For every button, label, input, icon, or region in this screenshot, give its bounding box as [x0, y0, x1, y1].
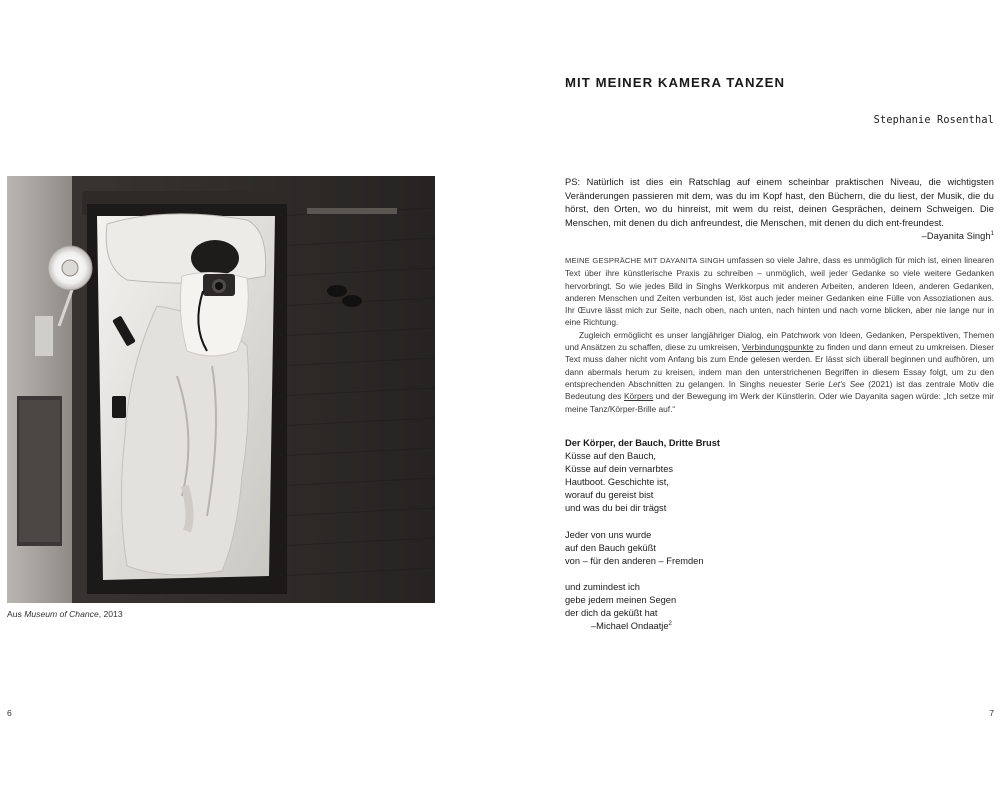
poem-stanza-2	[565, 529, 865, 568]
poem-heading: Der Körper, der Bauch, Dritte Brust	[565, 438, 720, 448]
poem-line: worauf du gereist bist	[565, 490, 654, 501]
paragraph-1: MEINE GESPRÄCHE MIT DAYANITA SINGH umfassen so viele Jahre, dass es unmöglich für mich ist, einen linearen Text über ihre künstlerische Praxis zu schreiben – unmöglich, weil jeder Gedanke so viele weitere Gedanken hervorbringt. So wie jedes Bild in Singhs Werkkorpus mit anderen Arbeiten, anderen Ideen, anderen Gedanken, anderen Menschen und Zeiten verbunden ist, löst auch jeder meiner Gedanken eine Fülle von Assoziationen aus. Ihr Œuvre lässt mich zur Seite, nach oben, nach unten, nach hinten und nach vorne blicken, aber nie lange nur in eine Richtung.	[565, 255, 994, 328]
footnote-ref-1[interactable]: 1	[990, 230, 994, 237]
image-caption: Aus Museum of Chance, 2013	[7, 609, 123, 619]
poem-line: gebe jedem meinen Segen	[565, 594, 677, 605]
poem-stanza-3	[565, 581, 865, 620]
poem-line: von – für den anderen – Fremden	[565, 555, 704, 566]
poem-line: und was du bei dir trägst	[565, 503, 667, 514]
page-number-right: 7	[989, 708, 994, 718]
link-verbindungspunkte[interactable]: Verbindungspunkte	[742, 342, 814, 353]
essay-author: Stephanie Rosenthal	[873, 115, 994, 126]
poem-line: Jeder von uns wurde	[565, 529, 652, 540]
poem-stanza-1	[565, 450, 865, 515]
essay-body	[565, 254, 994, 415]
epigraph-attribution: –Dayanita Singh$^1$	[921, 230, 994, 241]
poem-line: auf den Bauch geküßt	[565, 542, 656, 553]
poem-line: Küsse auf dein vernarbtes	[565, 464, 674, 475]
epigraph	[565, 176, 994, 244]
poem-line: Küsse auf den Bauch,	[565, 451, 656, 462]
epigraph-text: PS: Natürlich ist dies ein Ratschlag auf einem scheinbar praktischen Niveau, die wichtigsten Veränderungen passieren mit dem, was du im Kopf hast, den Büchern, die du liest, der Musik, die du hörst, den Orten, wo du hinreist, mit wem du reist, deinen Gesprächen, deinem Schweigen. Die Menschen, mit denen du dich anfreundest, die Menschen, mit denen du dich ent-freundest.	[565, 177, 994, 228]
essay-title: MIT MEINER KAMERA TANZEN	[565, 75, 786, 90]
smallcaps-opening: MEINE GESPRÄCHE MIT DAYANITA SINGH	[565, 256, 725, 265]
right-page	[500, 0, 1000, 800]
series-title: Let's See	[828, 378, 865, 389]
footnote-ref-2[interactable]: 2	[668, 621, 672, 628]
link-koerpers[interactable]: Körpers	[623, 391, 654, 402]
poem-line: Hautboot. Geschichte ist,	[565, 477, 669, 488]
paragraph-2: Zugleich ermöglicht es unser langjähriger Dialog, ein Patchwork von Ideen, Gedanken, Perspektiven, Themen und Ansätzen zu schaffen, diese zu umkreisen, Verbindungspunkte zu finden und dann erneut zu umkreisen. Dieser Text muss daher nicht vom Anfang bis zum Ende gelesen werden. Er lässt sich überall beginnen und aufhören, um dann abermals herum zu kreisen, indem man den unterstrichenen Begriffen in diesem Essay folgt, um zu den entsprechenden Abschnitten zu gelangen. In Singhs neuester Serie Let's See (2021) ist das zentrale Motiv die Bedeutung des Körpers und der Bewegung im Werk der Künstlerin. Oder wie Dayanita sagen würde: „Ich setze mir meine Tanz/Körper-Brille auf.“	[565, 329, 995, 414]
caption-work-title: Museum of Chance	[24, 609, 99, 619]
poem-line: der dich da geküßt hat	[565, 608, 658, 619]
page-number-left: 6	[7, 708, 12, 718]
poem-line: und zumindest ich	[565, 581, 640, 592]
poem-attribution: –Michael Ondaatje$^2$	[591, 621, 672, 632]
photograph-woman-with-camera-on-bed	[7, 176, 435, 603]
poem	[565, 437, 865, 633]
